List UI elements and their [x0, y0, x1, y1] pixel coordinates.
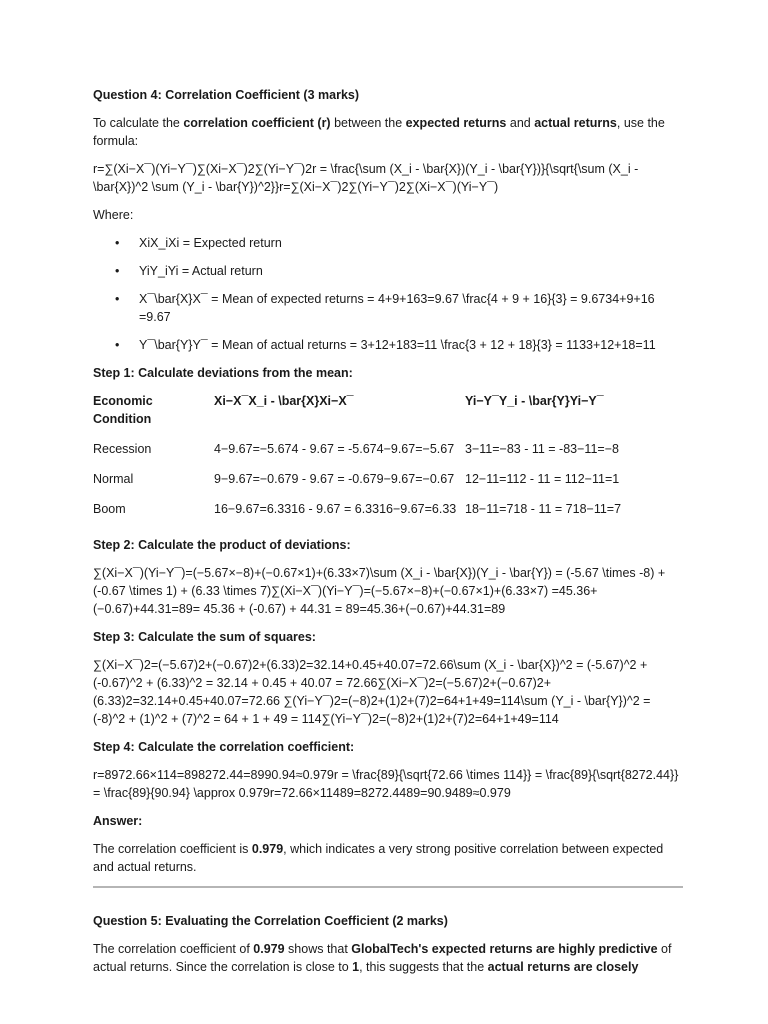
intro-text: , use the formula: [93, 116, 665, 148]
intro-text: between the [330, 116, 406, 130]
answer-text-part: , which indicates a very strong positive correlation between expected and actual returns. [93, 842, 664, 874]
bullet-icon: • [115, 292, 120, 306]
q5-bold-value: 0.979 [253, 942, 285, 956]
list-item [93, 290, 683, 326]
table-header-row [93, 392, 621, 440]
list-item-text: X¯\bar{X}X¯ = Mean of expected returns = 4+9+163=9.67 \frac{4 + 9 + 16}{3} = 9.6734+9+16 =9.67 [139, 292, 655, 324]
step-3-text: ∑(Xi−X¯)2=(−5.67)2+(−0.67)2+(6.33)2=32.14+0.45+40.07=72.66\sum (X_i - \bar{X})^2 = (-5.67)^2 + (-0.67)^2 + (6.33)^2 = 32.14 + 0.45 + 40.07 = 72.66∑(Xi−X¯)2=(−5.67)2+(−0.67)2+(6.33)2=32.14+0.45+40.07=72.66 ∑(Yi−Y¯)2=(−8)2+(1)2+(7)2=64+1+49=114\sum (Y_i - \bar{Y})^2 = (-8)^2 + (1)^2 + (7)^2 = 64 + 1 + 49 = 114∑(Yi−Y¯)2=(−8)2+(1)2+(7)2=64+1+49=114 [93, 658, 651, 726]
question-4-title: Question 4: Correlation Coefficient (3 marks) [93, 88, 360, 102]
table-row [93, 500, 621, 530]
bullet-icon: • [115, 264, 120, 278]
column-header: Xi−X¯X_i - \bar{X}Xi−X¯ [214, 394, 354, 408]
step-2-title: Step 2: Calculate the product of deviations: [93, 538, 351, 552]
deviations-table [93, 392, 621, 530]
list-item-text: YiY_iYi = Actual return [139, 264, 263, 278]
table-row [93, 440, 621, 470]
list-item-text: Y¯\bar{Y}Y¯ = Mean of actual returns = 3+12+183=11 \frac{3 + 12 + 18}{3} = 1133+12+18=11 [139, 338, 656, 352]
question-5-text [93, 940, 683, 976]
q5-text-part: shows that [284, 942, 352, 956]
table-cell: 9−9.67=−0.679 - 9.67 = -0.679−9.67=−0.67 [214, 472, 455, 486]
answer-value: 0.979 [251, 842, 284, 856]
q5-bold-one: 1 [352, 960, 360, 974]
table-cell: 3−11=−83 - 11 = -83−11=−8 [465, 442, 619, 456]
step-4-text: r=8972.66×114=898272.44=8990.94≈0.979r = \frac{89}{\sqrt{72.66 \times 114}} = \frac{89}{\sqrt{8272.44}} = \frac{89}{90.94} \approx 0.979r=72.66×11489=8272.4489=90.9489≈0.979 [93, 768, 679, 800]
question-4-intro [93, 114, 683, 150]
q5-bold-phrase: GlobalTech's expected returns are highly predictive [351, 942, 658, 956]
intro-text: and [506, 116, 535, 130]
table-cell: 4−9.67=−5.674 - 9.67 = -5.674−9.67=−5.67 [214, 442, 455, 456]
step-3-title: Step 3: Calculate the sum of squares: [93, 630, 316, 644]
answer-text-part: The correlation coefficient is [93, 842, 252, 856]
step-1-title: Step 1: Calculate deviations from the mean: [93, 366, 353, 380]
intro-bold-correlation: correlation coefficient (r) [183, 116, 331, 130]
list-item-text: XiX_iXi = Expected return [139, 236, 282, 250]
table-cell: 12−11=112 - 11 = 112−11=1 [465, 472, 620, 486]
list-item [93, 262, 683, 280]
intro-bold-expected: expected returns [405, 116, 507, 130]
table-cell: 18−11=718 - 11 = 718−11=7 [465, 502, 622, 516]
q5-text-part: of actual returns. Since the correlation is close to [93, 942, 672, 974]
step-4-title: Step 4: Calculate the correlation coefficient: [93, 740, 355, 754]
where-label: Where: [93, 208, 134, 222]
document-page [93, 86, 683, 986]
column-header: Economic Condition [93, 394, 153, 426]
bullet-icon: • [115, 338, 120, 352]
intro-bold-actual: actual returns [534, 116, 617, 130]
section-divider [93, 886, 683, 888]
question-5-title: Question 5: Evaluating the Correlation Coefficient (2 marks) [93, 914, 448, 928]
table-cell: 16−9.67=6.3316 - 9.67 = 6.3316−9.67=6.33 [214, 502, 457, 516]
list-item [93, 234, 683, 252]
q5-bold-phrase: actual returns are closely [487, 960, 639, 974]
step-2-text: ∑(Xi−X¯)(Yi−Y¯)=(−5.67×−8)+(−0.67×1)+(6.33×7)\sum (X_i - \bar{X})(Y_i - \bar{Y}) = (-5.67 \times -8) + (-0.67 \times 1) + (6.33 \times 7)∑(Xi−X¯)(Yi−Y¯)=(−5.67×−8)+(−0.67×1)+(6.33×7) =45.36+(−0.67)+44.31=89= 45.36 + (-0.67) + 44.31 = 89=45.36+(−0.67)+44.31=89 [93, 566, 666, 616]
list-item [93, 336, 683, 354]
variable-definitions [93, 234, 683, 354]
answer-label: Answer: [93, 814, 143, 828]
table-cell: Normal [93, 472, 134, 486]
bullet-icon: • [115, 236, 120, 250]
answer-text [93, 840, 683, 876]
intro-text: To calculate the [93, 116, 184, 130]
correlation-formula: r=∑(Xi−X¯)(Yi−Y¯)∑(Xi−X¯)2∑(Yi−Y¯)2r = \frac{\sum (X_i - \bar{X})(Y_i - \bar{Y})}{\sqrt{\sum (X_i - \bar{X})^2 \sum (Y_i - \bar{Y})^2}}r=∑(Xi−X¯)2∑(Yi−Y¯)2∑(Xi−X¯)(Yi−Y¯) [93, 162, 639, 194]
q5-text-part: The correlation coefficient of [93, 942, 254, 956]
table-cell: Recession [93, 442, 152, 456]
q5-text-part: , this suggests that the [359, 960, 488, 974]
table-row [93, 470, 621, 500]
table-cell: Boom [93, 502, 126, 516]
column-header: Yi−Y¯Y_i - \bar{Y}Yi−Y¯ [465, 394, 604, 408]
